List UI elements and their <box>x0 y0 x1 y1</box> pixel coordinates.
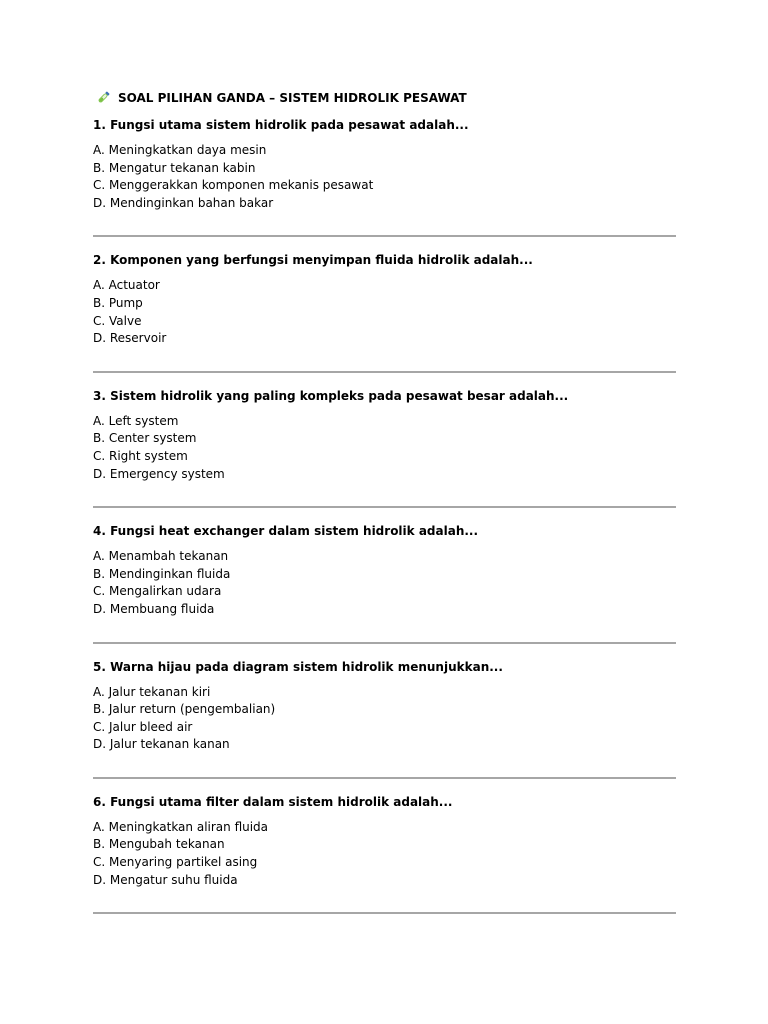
question-text: 4. Fungsi heat exchanger dalam sistem hidrolik adalah... <box>93 524 479 539</box>
question-text: 3. Sistem hidrolik yang paling kompleks pada pesawat besar adalah... <box>93 388 569 403</box>
option-d: D. Mendinginkan bahan bakar <box>93 195 274 210</box>
question-block-5 <box>93 658 676 779</box>
option-c: C. Mengalirkan udara <box>93 584 222 599</box>
option-a: A. Left system <box>93 413 179 428</box>
option-a: A. Actuator <box>93 278 160 293</box>
option-c: C. Menyaring partikel asing <box>93 855 258 870</box>
option-a: A. Jalur tekanan kiri <box>93 684 211 699</box>
test-tube-icon <box>95 90 111 106</box>
question-text: 5. Warna hijau pada diagram sistem hidrolik menunjukkan... <box>93 659 503 674</box>
option-b: B. Jalur return (pengembalian) <box>93 702 276 717</box>
question-text: 6. Fungsi utama filter dalam sistem hidrolik adalah... <box>93 794 453 809</box>
option-d: D. Mengatur suhu fluida <box>93 872 238 887</box>
document-page <box>93 88 676 914</box>
divider <box>93 642 676 644</box>
question-block-6 <box>93 793 676 914</box>
option-b: B. Pump <box>93 295 143 310</box>
option-a: A. Meningkatkan aliran fluida <box>93 819 269 834</box>
question-block-3 <box>93 387 676 508</box>
option-d: D. Emergency system <box>93 466 225 481</box>
option-list <box>93 819 676 889</box>
question-text: 2. Komponen yang berfungsi menyimpan fluida hidrolik adalah... <box>93 253 533 268</box>
option-b: B. Mengatur tekanan kabin <box>93 160 256 175</box>
question-block-1 <box>93 116 676 237</box>
option-list <box>93 142 676 212</box>
option-c: C. Menggerakkan komponen mekanis pesawat <box>93 178 374 193</box>
option-list <box>93 684 676 754</box>
option-list <box>93 548 676 618</box>
option-c: C. Jalur bleed air <box>93 719 193 734</box>
divider <box>93 506 676 508</box>
option-list <box>93 413 676 483</box>
question-block-2 <box>93 251 676 372</box>
option-d: D. Jalur tekanan kanan <box>93 737 230 752</box>
divider <box>93 235 676 237</box>
option-list <box>93 277 676 347</box>
divider <box>93 777 676 779</box>
question-block-4 <box>93 522 676 643</box>
option-b: B. Mendinginkan fluida <box>93 566 231 581</box>
option-b: B. Mengubah tekanan <box>93 837 225 852</box>
option-a: A. Menambah tekanan <box>93 549 229 564</box>
divider <box>93 912 676 914</box>
divider <box>93 371 676 373</box>
option-c: C. Valve <box>93 313 142 328</box>
option-d: D. Membuang fluida <box>93 601 215 616</box>
option-a: A. Meningkatkan daya mesin <box>93 143 267 157</box>
option-b: B. Center system <box>93 431 197 446</box>
option-d: D. Reservoir <box>93 331 167 346</box>
question-text: 1. Fungsi utama sistem hidrolik pada pesawat adalah... <box>93 118 469 132</box>
document-title <box>93 88 676 108</box>
document-title-text: SOAL PILIHAN GANDA – SISTEM HIDROLIK PESAWAT <box>118 91 467 105</box>
option-c: C. Right system <box>93 448 188 463</box>
